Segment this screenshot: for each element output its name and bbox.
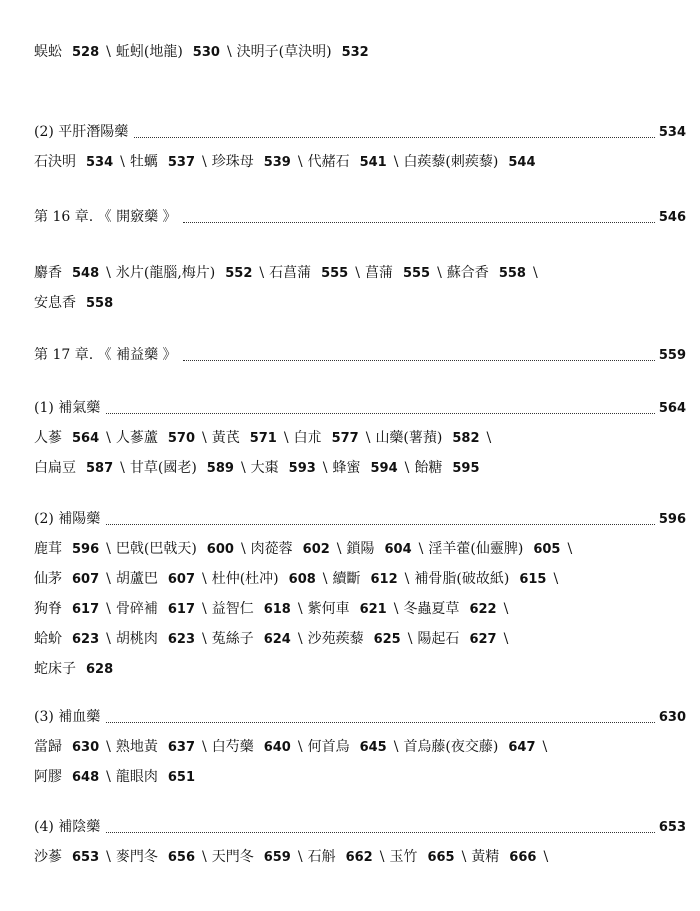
- entry-separator: \: [567, 541, 573, 557]
- entry-name: 杜仲(杜冲): [211, 571, 279, 587]
- entry-separator: \: [418, 541, 424, 557]
- toc-entry[interactable]: [414, 460, 479, 476]
- entry-name: 益智仁: [211, 601, 254, 617]
- entry-separator: \: [202, 571, 207, 587]
- entry-name: 淫羊藿(仙靈脾): [428, 541, 524, 557]
- entry-page-number: 625: [373, 632, 401, 647]
- entry-name: 續斷: [332, 571, 361, 587]
- toc-entry[interactable]: [212, 430, 294, 446]
- entry-name: 人蔘蘆: [115, 430, 158, 446]
- toc-entry[interactable]: [212, 571, 333, 587]
- toc-heading[interactable]: [34, 206, 686, 228]
- entry-page-number: 589: [206, 461, 234, 476]
- entry-separator: \: [543, 849, 549, 865]
- entry-separator: \: [503, 631, 509, 647]
- entry-separator: \: [404, 460, 410, 476]
- toc-entry[interactable]: [212, 154, 308, 170]
- heading-page-number: 534: [658, 125, 686, 140]
- entry-separator: \: [365, 430, 371, 446]
- entry-name: 大棗: [250, 460, 279, 476]
- entry-separator: \: [202, 739, 207, 755]
- toc-entry[interactable]: [403, 739, 552, 755]
- entry-page-number: 612: [370, 572, 398, 587]
- entry-separator: \: [283, 430, 289, 446]
- entry-separator: \: [106, 265, 111, 281]
- entry-separator: \: [297, 631, 303, 647]
- entry-page-number: 532: [341, 45, 369, 60]
- entry-separator: \: [120, 154, 125, 170]
- toc-entry[interactable]: [34, 460, 130, 476]
- entry-name: 牡蠣: [129, 154, 158, 170]
- entry-page-number: 558: [498, 266, 526, 281]
- entry-separator: \: [259, 265, 265, 281]
- toc-entry[interactable]: [269, 265, 365, 281]
- entry-page-number: 541: [359, 155, 387, 170]
- toc-entry[interactable]: [212, 739, 308, 755]
- entry-name: 沙蔘: [34, 849, 62, 865]
- entry-name: 黃精: [471, 849, 500, 865]
- entry-separator: \: [407, 631, 413, 647]
- toc-entry[interactable]: [251, 541, 347, 557]
- toc-entry[interactable]: [130, 460, 251, 476]
- toc-entry[interactable]: [403, 154, 535, 170]
- entry-page-number: 648: [72, 770, 100, 785]
- entry-page-number: 607: [72, 572, 100, 587]
- entry-name: 冬蟲夏草: [403, 601, 460, 617]
- entry-name: 麝香: [34, 265, 62, 281]
- entry-page-number: 544: [508, 155, 536, 170]
- toc-entry[interactable]: [308, 631, 418, 647]
- toc-entry[interactable]: [212, 631, 308, 647]
- entry-page-number: 558: [86, 296, 114, 311]
- entry-name: 代赭石: [307, 154, 350, 170]
- toc-entry[interactable]: [116, 541, 251, 557]
- toc-entry[interactable]: [237, 44, 369, 60]
- entry-name: 鹿茸: [34, 541, 62, 557]
- toc-entry-line: [34, 457, 686, 479]
- entry-page-number: 582: [452, 431, 480, 446]
- entry-separator: \: [437, 265, 442, 281]
- entry-name: 安息香: [34, 295, 76, 311]
- toc-entry[interactable]: [308, 849, 390, 865]
- toc-entry[interactable]: [34, 661, 113, 677]
- entry-page-number: 593: [288, 461, 316, 476]
- entry-page-number: 617: [72, 602, 100, 617]
- entry-name: 山藥(薯蕷): [375, 430, 443, 446]
- entry-name: 石決明: [34, 154, 76, 170]
- toc-entry-line: [34, 568, 686, 590]
- entry-separator: \: [106, 849, 111, 865]
- entry-page-number: 651: [167, 770, 195, 785]
- entry-page-number: 622: [469, 602, 497, 617]
- entry-page-number: 623: [72, 632, 100, 647]
- dot-leader: [183, 221, 655, 223]
- entry-page-number: 656: [167, 850, 195, 865]
- toc-entry-line: [34, 427, 686, 449]
- toc-entry[interactable]: [212, 601, 308, 617]
- entry-name: 仙茅: [34, 571, 62, 587]
- entry-separator: \: [322, 571, 328, 587]
- entry-page-number: 665: [427, 850, 455, 865]
- toc-entry[interactable]: [116, 739, 212, 755]
- entry-name: 補骨脂(破故紙): [414, 571, 510, 587]
- entry-name: 胡蘆巴: [115, 571, 158, 587]
- toc-entry[interactable]: [34, 265, 116, 281]
- heading-title: (3) 補血藥: [34, 709, 101, 725]
- entry-name: 沙苑蒺藜: [307, 631, 364, 647]
- entry-separator: \: [106, 571, 111, 587]
- toc-entry[interactable]: [471, 849, 553, 865]
- toc-entry[interactable]: [308, 601, 404, 617]
- heading-title: (2) 補陽藥: [34, 511, 101, 527]
- entry-page-number: 608: [288, 572, 316, 587]
- toc-entry-line: [34, 846, 686, 868]
- toc-entry[interactable]: [116, 769, 195, 785]
- toc-entry[interactable]: [34, 849, 116, 865]
- entry-name: 鎖陽: [346, 541, 375, 557]
- toc-entry[interactable]: [428, 541, 577, 557]
- entry-separator: \: [202, 631, 207, 647]
- toc-entry-line: [34, 736, 686, 758]
- entry-separator: \: [240, 541, 246, 557]
- entry-separator: \: [226, 44, 232, 60]
- toc-entry[interactable]: [365, 265, 447, 281]
- entry-name: 紫何車: [307, 601, 350, 617]
- toc-entry-line: [34, 262, 686, 284]
- toc-entry-line: [34, 628, 686, 650]
- entry-name: 蜈蚣: [34, 44, 62, 60]
- entry-name: 胡桃肉: [115, 631, 158, 647]
- entry-page-number: 618: [263, 602, 291, 617]
- entry-page-number: 564: [72, 431, 100, 446]
- entry-separator: \: [393, 601, 399, 617]
- toc-entry[interactable]: [116, 44, 237, 60]
- entry-page-number: 653: [72, 850, 100, 865]
- entry-name: 龍眼肉: [115, 769, 158, 785]
- entry-page-number: 539: [263, 155, 291, 170]
- entry-page-number: 570: [167, 431, 195, 446]
- heading-page-number: 630: [658, 710, 686, 725]
- heading-title: 第 16 章. 《 開竅藥 》: [34, 209, 177, 225]
- entry-page-number: 647: [508, 740, 536, 755]
- entry-name: 首烏藤(夜交藤): [403, 739, 499, 755]
- toc-entry[interactable]: [34, 541, 116, 557]
- entry-name: 巴戟(巴戟天): [115, 541, 197, 557]
- entry-separator: \: [393, 154, 399, 170]
- entry-page-number: 530: [192, 45, 220, 60]
- toc-entry-line: [34, 41, 686, 63]
- entry-name: 氷片(龍腦,梅片): [115, 265, 216, 281]
- toc-entry[interactable]: [34, 44, 116, 60]
- toc-heading[interactable]: [34, 121, 686, 143]
- entry-page-number: 548: [72, 266, 100, 281]
- entry-page-number: 528: [72, 45, 100, 60]
- entry-page-number: 640: [263, 740, 291, 755]
- toc-entry[interactable]: [34, 430, 116, 446]
- entry-name: 狗脊: [34, 601, 62, 617]
- entry-name: 黃芪: [211, 430, 240, 446]
- dot-leader: [134, 136, 655, 138]
- toc-heading[interactable]: [34, 344, 686, 366]
- entry-name: 何首烏: [307, 739, 350, 755]
- entry-page-number: 628: [86, 662, 114, 677]
- entry-page-number: 594: [370, 461, 398, 476]
- toc-entry[interactable]: [414, 571, 563, 587]
- entry-separator: \: [532, 265, 538, 281]
- entry-name: 白扁豆: [34, 460, 76, 476]
- entry-separator: \: [379, 849, 385, 865]
- toc-entry[interactable]: [116, 571, 212, 587]
- entry-separator: \: [202, 849, 207, 865]
- entry-separator: \: [297, 849, 303, 865]
- toc-entry-line: [34, 151, 686, 173]
- toc-entry[interactable]: [347, 541, 429, 557]
- entry-name: 蘇合香: [446, 265, 489, 281]
- entry-page-number: 662: [345, 850, 373, 865]
- entry-name: 蚯蚓(地龍): [115, 44, 183, 60]
- heading-page-number: 564: [658, 401, 686, 416]
- entry-separator: \: [106, 739, 111, 755]
- entry-page-number: 659: [263, 850, 291, 865]
- toc-entry[interactable]: [34, 295, 113, 311]
- dot-leader: [183, 359, 655, 361]
- entry-page-number: 600: [206, 542, 234, 557]
- heading-page-number: 559: [658, 348, 686, 363]
- entry-name: 陽起石: [417, 631, 460, 647]
- dot-leader: [106, 831, 655, 833]
- toc-entry-line: [34, 292, 686, 314]
- entry-separator: \: [355, 265, 360, 281]
- entry-page-number: 623: [167, 632, 195, 647]
- toc-entry[interactable]: [447, 265, 543, 281]
- entry-name: 骨碎補: [115, 601, 158, 617]
- toc-entry[interactable]: [34, 739, 116, 755]
- entry-name: 熟地黃: [115, 739, 158, 755]
- toc-entry[interactable]: [251, 460, 333, 476]
- toc-entry[interactable]: [34, 631, 116, 647]
- toc-heading[interactable]: [34, 397, 686, 419]
- entry-separator: \: [486, 430, 492, 446]
- entry-separator: \: [120, 460, 125, 476]
- entry-name: 白朮: [293, 430, 322, 446]
- entry-page-number: 617: [167, 602, 195, 617]
- entry-name: 珍珠母: [211, 154, 254, 170]
- entry-page-number: 595: [452, 461, 480, 476]
- toc-heading[interactable]: [34, 508, 686, 530]
- entry-name: 甘草(國老): [129, 460, 197, 476]
- entry-page-number: 552: [225, 266, 253, 281]
- entry-separator: \: [404, 571, 410, 587]
- entry-page-number: 602: [302, 542, 330, 557]
- entry-page-number: 604: [384, 542, 412, 557]
- toc-heading[interactable]: [34, 816, 686, 838]
- entry-separator: \: [322, 460, 328, 476]
- entry-page-number: 587: [86, 461, 114, 476]
- entry-separator: \: [106, 44, 111, 60]
- toc-entry[interactable]: [308, 154, 404, 170]
- entry-name: 白芍藥: [211, 739, 254, 755]
- entry-page-number: 624: [263, 632, 291, 647]
- entry-separator: \: [542, 739, 548, 755]
- toc-entry[interactable]: [34, 571, 116, 587]
- entry-page-number: 607: [167, 572, 195, 587]
- toc-entry[interactable]: [34, 769, 116, 785]
- toc-entry[interactable]: [417, 631, 513, 647]
- entry-name: 石斛: [307, 849, 336, 865]
- entry-separator: \: [202, 601, 207, 617]
- toc-entry[interactable]: [34, 154, 130, 170]
- entry-separator: \: [393, 739, 399, 755]
- toc-entry[interactable]: [333, 571, 415, 587]
- toc-heading[interactable]: [34, 706, 686, 728]
- entry-separator: \: [106, 541, 111, 557]
- toc-entry[interactable]: [294, 430, 376, 446]
- entry-name: 菖蒲: [364, 265, 393, 281]
- entry-separator: \: [297, 154, 303, 170]
- dot-leader: [106, 523, 655, 525]
- entry-page-number: 637: [167, 740, 195, 755]
- entry-page-number: 596: [72, 542, 100, 557]
- heading-title: (1) 補氣藥: [34, 400, 101, 416]
- toc-entry-line: [34, 658, 686, 680]
- entry-separator: \: [461, 849, 467, 865]
- heading-page-number: 546: [658, 210, 686, 225]
- toc-entry[interactable]: [308, 739, 404, 755]
- entry-name: 阿膠: [34, 769, 62, 785]
- entry-separator: \: [297, 739, 303, 755]
- entry-page-number: 555: [402, 266, 431, 281]
- entry-page-number: 615: [519, 572, 547, 587]
- toc-entry[interactable]: [116, 631, 212, 647]
- entry-separator: \: [106, 430, 111, 446]
- heading-page-number: 596: [658, 512, 686, 527]
- entry-page-number: 666: [509, 850, 537, 865]
- entry-page-number: 537: [167, 155, 195, 170]
- entry-separator: \: [106, 631, 111, 647]
- entry-page-number: 630: [72, 740, 100, 755]
- toc-entry[interactable]: [212, 849, 308, 865]
- entry-separator: \: [240, 460, 246, 476]
- entry-separator: \: [106, 601, 111, 617]
- entry-name: 白蒺藜(刺蒺藜): [403, 154, 499, 170]
- entry-page-number: 605: [533, 542, 561, 557]
- toc-entry[interactable]: [116, 430, 212, 446]
- heading-title: 第 17 章. 《 補益藥 》: [34, 347, 177, 363]
- entry-name: 麥門冬: [115, 849, 158, 865]
- heading-title: (2) 平肝潛陽藥: [34, 124, 129, 140]
- toc-entry[interactable]: [116, 265, 269, 281]
- entry-name: 蜂蜜: [332, 460, 361, 476]
- toc-entry-line: [34, 766, 686, 788]
- entry-page-number: 555: [321, 266, 349, 281]
- heading-title: (4) 補陰藥: [34, 819, 101, 835]
- entry-name: 肉蓯蓉: [250, 541, 293, 557]
- dot-leader: [106, 412, 655, 414]
- entry-name: 蛤蚧: [34, 631, 62, 647]
- entry-name: 蛇床子: [34, 661, 76, 677]
- toc-entry[interactable]: [333, 460, 415, 476]
- entry-page-number: 621: [359, 602, 387, 617]
- entry-separator: \: [202, 154, 207, 170]
- heading-page-number: 653: [658, 820, 686, 835]
- toc-entry[interactable]: [375, 430, 496, 446]
- entry-page-number: 627: [469, 632, 497, 647]
- entry-page-number: 534: [86, 155, 114, 170]
- toc-entry-line: [34, 598, 686, 620]
- entry-name: 當歸: [34, 739, 62, 755]
- entry-name: 飴糖: [414, 460, 443, 476]
- entry-name: 決明子(草決明): [236, 44, 332, 60]
- entry-page-number: 571: [249, 431, 277, 446]
- entry-page-number: 645: [359, 740, 387, 755]
- entry-name: 石菖蒲: [269, 265, 312, 281]
- entry-separator: \: [553, 571, 559, 587]
- entry-separator: \: [202, 430, 207, 446]
- toc-entry[interactable]: [403, 601, 513, 617]
- entry-separator: \: [503, 601, 509, 617]
- toc-entry[interactable]: [116, 601, 212, 617]
- toc-entry[interactable]: [34, 601, 116, 617]
- entry-name: 人蔘: [34, 430, 62, 446]
- entry-name: 玉竹: [389, 849, 418, 865]
- entry-separator: \: [106, 769, 111, 785]
- entry-name: 天門冬: [211, 849, 254, 865]
- toc-entry[interactable]: [389, 849, 471, 865]
- entry-separator: \: [336, 541, 342, 557]
- toc-entry[interactable]: [130, 154, 212, 170]
- toc-entry[interactable]: [116, 849, 212, 865]
- dot-leader: [106, 721, 655, 723]
- entry-name: 菟絲子: [211, 631, 254, 647]
- entry-separator: \: [297, 601, 303, 617]
- entry-page-number: 577: [331, 431, 359, 446]
- toc-entry-line: [34, 538, 686, 560]
